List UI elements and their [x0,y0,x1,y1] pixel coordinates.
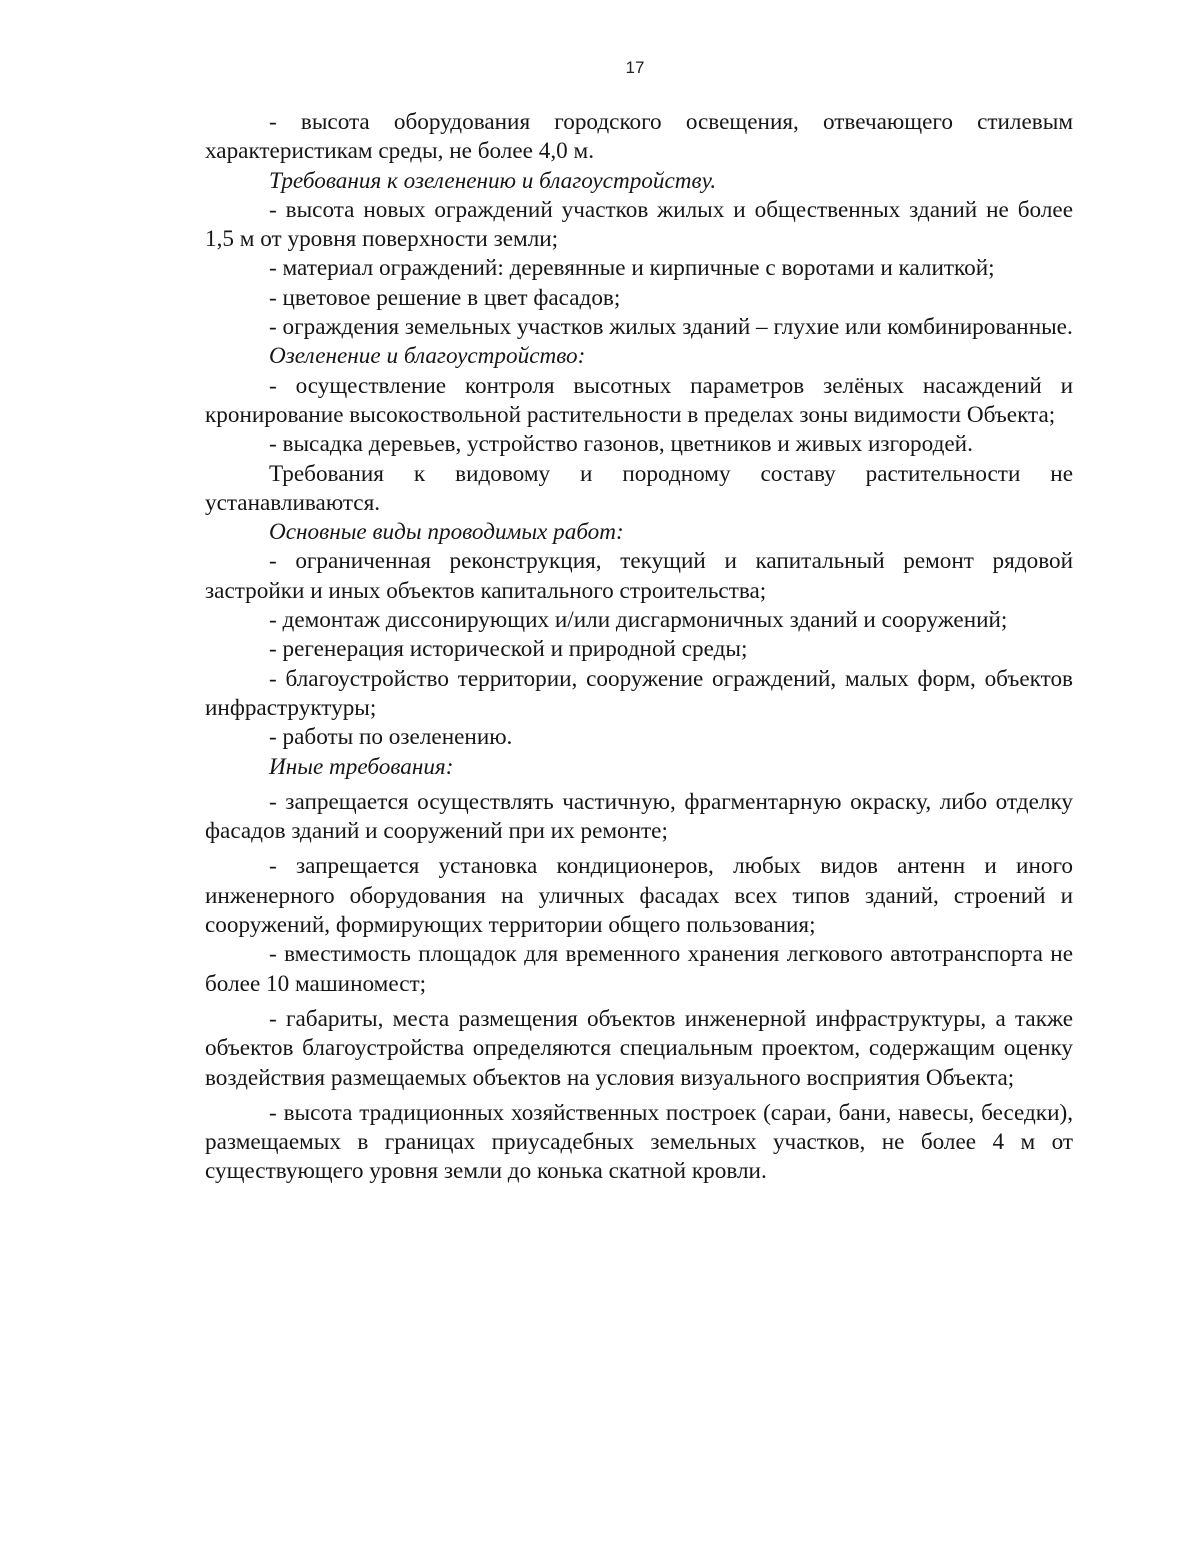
paragraph-fence-material: - материал ограждений: деревянные и кирпичные с воротами и калиткой; [269,255,995,282]
paragraph-demolition: - демонтаж диссонирующих и/или дисгармоничных зданий и сооружений; [269,607,1008,634]
paragraph-fence-type: - ограждения земельных участков жилых зданий – глухие или комбинированные. [269,314,1073,341]
section-heading-other-requirements: Иные требования: [269,753,454,780]
paragraph-partial-painting: - запрещается осуществлять частичную, фрагментарную окраску, либо отделку фасадов зданий и сооружений при их ремонте; [205,788,1073,845]
paragraph-species-requirements: Требования к видовому и породному составу растительности не устанавливаются. [205,460,1073,516]
section-heading-greening-requirements: Требования к озеленению и благоустройству. [269,167,717,194]
paragraph-color-solution: - цветовое решение в цвет фасадов; [269,284,621,311]
paragraph-height-control: - осуществление контроля высотных параметров зелёных насаждений и кронирование высокоствольной растительности в пределах зоны видимости Объекта; [205,372,1073,428]
page-number: 17 [625,58,645,77]
paragraph-parking-capacity: - вместимость площадок для временного хранения легкового автотранспорта не более 10 машиномест; [205,941,1073,997]
paragraph-regeneration: - регенерация исторической и природной среды; [269,636,748,663]
section-heading-greening: Озеленение и благоустройство: [269,343,586,370]
paragraph-fence-height: - высота новых ограждений участков жилых и общественных зданий не более 1,5 м от уровня поверхности земли; [205,196,1073,253]
paragraph-lighting-height: - высота оборудования городского освещения, отвечающего стилевым характеристикам среды, не более 4,0 м. [205,109,1073,165]
paragraph-engineering-infrastructure: - габариты, места размещения объектов инженерной инфраструктуры, а также объектов благоустройства определяются специальным проектом, содержащим оценку воздействия размещаемых объектов на условия визуального восприятия Объекта; [205,1005,1073,1091]
paragraph-landscaping: - благоустройство территории, сооружение ограждений, малых форм, объектов инфраструктуры; [205,665,1073,721]
paragraph-planting: - высадка деревьев, устройство газонов, цветников и живых изгородей. [269,431,973,458]
paragraph-outbuildings-height: - высота традиционных хозяйственных построек (сараи, бани, навесы, беседки), размещаемых в границах приусадебных земельных участков, не более 4 м от существующего уровня земли до конька скатной кровли. [205,1099,1073,1185]
paragraph-air-conditioners: - запрещается установка кондиционеров, любых видов антенн и иного инженерного оборудования на уличных фасадах всех типов зданий, строений и сооружений, формирующих территории общего пользования; [205,853,1073,939]
section-heading-main-works: Основные виды проводимых работ: [269,519,624,546]
document-body [205,108,1073,1187]
paragraph-reconstruction: - ограниченная реконструкция, текущий и капитальный ремонт рядовой застройки и иных объектов капитального строительства; [205,548,1073,604]
paragraph-greening-works: - работы по озеленению. [269,724,513,751]
